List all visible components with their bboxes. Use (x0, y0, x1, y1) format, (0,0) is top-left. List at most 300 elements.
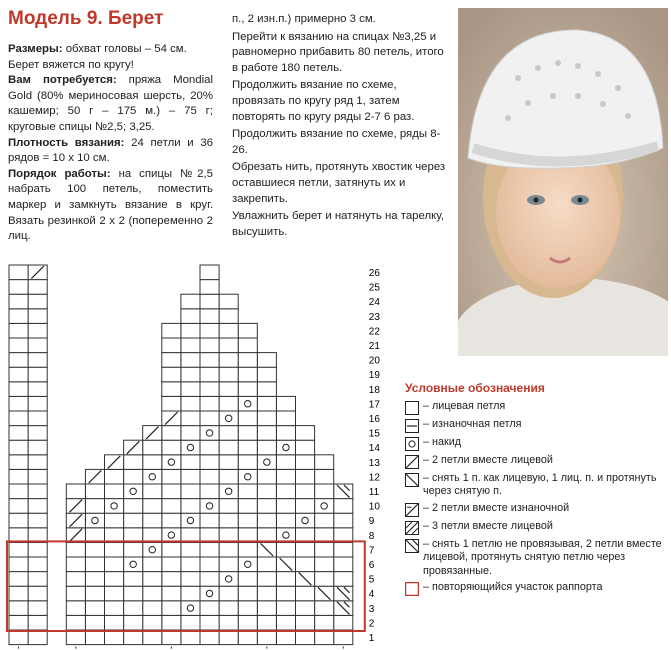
chart-cell (200, 294, 219, 309)
chart-cell (124, 469, 143, 484)
chart-cell (238, 572, 257, 587)
chart-cell (28, 542, 47, 557)
chart-cell (28, 426, 47, 441)
chart-cell (200, 309, 219, 324)
chart-cell (162, 586, 181, 601)
knitting-chart (0, 250, 400, 650)
chart-cell (143, 484, 162, 499)
row-label: 6 (368, 559, 375, 571)
chart-cell (124, 601, 143, 616)
chart-cell (276, 615, 295, 630)
row-label: 12 (368, 472, 380, 484)
chart-cell (276, 601, 295, 616)
chart-cell (200, 440, 219, 455)
chart-cell (66, 542, 85, 557)
chart-cell (238, 484, 257, 499)
chart-cell (9, 396, 28, 411)
instruction-text: 24 петли и 36 рядов = 10 х 10 см. (8, 136, 213, 165)
row-label: 7 (368, 545, 375, 557)
chart-cell (200, 265, 219, 280)
chart-cell (334, 499, 353, 514)
chart-cell (257, 615, 276, 630)
chart-cell (200, 542, 219, 557)
chart-cell (219, 382, 238, 397)
chart-cell (66, 557, 85, 572)
purl-stitch-icon (405, 419, 419, 433)
chart-cell (28, 294, 47, 309)
chart-cell (181, 499, 200, 514)
chart-cell (219, 367, 238, 382)
chart-cell (181, 382, 200, 397)
chart-cell (105, 528, 124, 543)
chart-cell (334, 586, 353, 601)
chart-cell (200, 367, 219, 382)
chart-cell (200, 484, 219, 499)
chart-cell (105, 572, 124, 587)
chart-cell (143, 557, 162, 572)
chart-cell (238, 469, 257, 484)
chart-cell (28, 601, 47, 616)
chart-cell (296, 557, 315, 572)
chart-cell (257, 426, 276, 441)
row-label: 18 (368, 384, 380, 396)
row-label: 24 (368, 297, 380, 309)
chart-cell (28, 323, 47, 338)
chart-cell (219, 338, 238, 353)
instruction-paragraph (8, 136, 213, 167)
k3tog-icon (405, 521, 419, 535)
chart-cell (257, 411, 276, 426)
chart-cell (105, 484, 124, 499)
chart-cell (66, 484, 85, 499)
chart-cell (28, 338, 47, 353)
instruction-paragraph: Обрезать нить, протянуть хвостик через оставшиеся петли, затянуть их и закрепить. (232, 161, 446, 205)
chart-cell (181, 294, 200, 309)
chart-cell (85, 586, 104, 601)
chart-cell (219, 586, 238, 601)
chart-cell (315, 484, 334, 499)
chart-cell (9, 572, 28, 587)
chart-cell (124, 542, 143, 557)
row-label: 9 (368, 516, 375, 528)
chart-cell (315, 542, 334, 557)
chart-cell (315, 557, 334, 572)
chart-cell (296, 513, 315, 528)
legend-item (405, 581, 667, 596)
chart-cell (238, 542, 257, 557)
chart-cell (181, 586, 200, 601)
chart-cell (9, 411, 28, 426)
chart-cell (200, 469, 219, 484)
chart-cell (28, 528, 47, 543)
legend-item-label: – повторяющийся участок раппорта (423, 581, 603, 593)
chart-cell (162, 396, 181, 411)
legend-item (405, 436, 667, 451)
chart-cell (181, 542, 200, 557)
chart-cell (162, 615, 181, 630)
chart-cell (9, 367, 28, 382)
chart-cell (276, 484, 295, 499)
chart-cell (162, 411, 181, 426)
chart-cell (276, 440, 295, 455)
chart-cell (181, 484, 200, 499)
chart-cell (200, 411, 219, 426)
chart-cell (9, 338, 28, 353)
instruction-paragraph (8, 42, 213, 58)
chart-cell (85, 542, 104, 557)
chart-cell (219, 353, 238, 368)
instruction-text: обхват головы – 54 см. (62, 43, 187, 55)
chart-cell (181, 455, 200, 470)
chart-cell (276, 411, 295, 426)
chart-cell (315, 615, 334, 630)
chart-cell (85, 601, 104, 616)
chart-cell (9, 615, 28, 630)
chart-cell (257, 469, 276, 484)
chart-cell (28, 615, 47, 630)
chart-cell (219, 601, 238, 616)
chart-cell (28, 557, 47, 572)
chart-cell (219, 440, 238, 455)
repeat-icon (405, 582, 419, 596)
chart-cell (181, 411, 200, 426)
instruction-label: Вам потребуется: (8, 74, 117, 87)
chart-cell (219, 557, 238, 572)
chart-cell (200, 615, 219, 630)
chart-cell (219, 630, 238, 645)
chart-cell (105, 513, 124, 528)
chart-cell (28, 513, 47, 528)
chart-cell (257, 382, 276, 397)
instruction-label: Порядок работы: (8, 167, 111, 180)
chart-cell (28, 440, 47, 455)
chart-cell (85, 572, 104, 587)
chart-cell (276, 469, 295, 484)
chart-cell (200, 499, 219, 514)
chart-cell (181, 630, 200, 645)
legend-item-label: – 2 петли вместе изнаночной (423, 501, 570, 514)
chart-cell (334, 572, 353, 587)
chart-cell (219, 426, 238, 441)
chart-cell (296, 586, 315, 601)
chart-cell (162, 367, 181, 382)
legend-item-label: – 3 петли вместе лицевой (423, 519, 553, 532)
chart-cell (124, 499, 143, 514)
skp-icon (405, 473, 419, 487)
chart-cell (334, 601, 353, 616)
chart-cell (124, 586, 143, 601)
chart-cell (219, 542, 238, 557)
chart-cell (181, 367, 200, 382)
chart-cell (296, 484, 315, 499)
chart-cell (66, 586, 85, 601)
chart-cell (296, 601, 315, 616)
chart-cell (257, 455, 276, 470)
chart-cell (124, 440, 143, 455)
chart-cell (200, 572, 219, 587)
chart-cell (85, 557, 104, 572)
chart-cell (315, 513, 334, 528)
chart-cell (238, 411, 257, 426)
chart-cell (219, 309, 238, 324)
chart-cell (85, 615, 104, 630)
chart-cell (181, 615, 200, 630)
chart-cell (276, 455, 295, 470)
chart-cell (219, 484, 238, 499)
row-label: 5 (368, 574, 375, 586)
chart-cell (238, 353, 257, 368)
row-label: 13 (368, 457, 380, 469)
chart-cell (296, 528, 315, 543)
chart-cell (181, 309, 200, 324)
chart-cell (219, 499, 238, 514)
chart-cell (9, 542, 28, 557)
instruction-label: Плотность вязания: (8, 136, 125, 149)
chart-cell (238, 396, 257, 411)
chart-cell (28, 499, 47, 514)
instruction-paragraph (8, 167, 213, 245)
chart-cell (162, 455, 181, 470)
chart-cell (238, 440, 257, 455)
chart-cell (219, 513, 238, 528)
chart-cell (9, 382, 28, 397)
legend-item-label: – лицевая петля (423, 399, 506, 412)
chart-cell (334, 528, 353, 543)
chart-cell (238, 455, 257, 470)
chart-cell (200, 338, 219, 353)
instruction-paragraph: п., 2 изн.п.) примерно 3 см. (232, 13, 376, 25)
chart-cell (315, 528, 334, 543)
chart-cell (143, 630, 162, 645)
chart-cell (200, 382, 219, 397)
chart-cell (315, 469, 334, 484)
chart-cell (296, 615, 315, 630)
chart-cell (28, 630, 47, 645)
chart-cell (28, 367, 47, 382)
chart-cell (181, 353, 200, 368)
chart-cell (334, 542, 353, 557)
chart-cell (257, 499, 276, 514)
chart-cell (9, 630, 28, 645)
chart-cell (66, 601, 85, 616)
chart-cell (9, 440, 28, 455)
chart-cell (66, 572, 85, 587)
legend-item (405, 418, 667, 433)
chart-cell (124, 455, 143, 470)
chart-cell (200, 455, 219, 470)
instruction-text: на спицы №2,5 набрать 100 петель, поместить маркер и замкнуть вязание в круг. Вязать резинкой 2 х 2 (попеременно 2 лиц. (8, 167, 213, 243)
chart-cell (257, 484, 276, 499)
chart-cell (162, 572, 181, 587)
chart-cell (66, 528, 85, 543)
chart-cell (9, 586, 28, 601)
chart-cell (28, 280, 47, 295)
chart-cell (200, 557, 219, 572)
chart-cell (162, 513, 181, 528)
chart-cell (200, 426, 219, 441)
chart-cell (238, 338, 257, 353)
chart-cell (162, 338, 181, 353)
chart-cell (28, 586, 47, 601)
row-label: 19 (368, 370, 380, 382)
chart-cell (181, 323, 200, 338)
chart-cell (181, 601, 200, 616)
yarn-over-icon (405, 437, 419, 451)
chart-cell (28, 469, 47, 484)
row-label: 3 (368, 603, 375, 615)
legend-item-label: – снять 1 п. как лицевую, 1 лиц. п. и протянуть через снятую п. (423, 471, 657, 497)
chart-cell (162, 353, 181, 368)
legend-title: Условные обозначения (405, 381, 545, 395)
chart-cell (181, 440, 200, 455)
chart-cell (66, 513, 85, 528)
chart-cell (66, 499, 85, 514)
chart-cell (105, 469, 124, 484)
chart-cell (105, 455, 124, 470)
p2tog-icon (405, 503, 419, 517)
chart-cell (105, 557, 124, 572)
k2tog-icon (405, 455, 419, 469)
row-label: 20 (368, 355, 380, 367)
chart-cell (162, 601, 181, 616)
chart-cell (315, 455, 334, 470)
row-label: 2 (368, 618, 375, 630)
chart-cell (28, 411, 47, 426)
chart-cell (85, 484, 104, 499)
chart-cell (9, 353, 28, 368)
chart-cell (219, 396, 238, 411)
chart-cell (276, 528, 295, 543)
row-label: 8 (368, 530, 375, 542)
chart-cell (143, 615, 162, 630)
chart-cell (276, 499, 295, 514)
row-label: 23 (368, 311, 380, 323)
chart-cell (9, 265, 28, 280)
chart-cell (162, 469, 181, 484)
chart-cell (257, 572, 276, 587)
chart-cell (257, 513, 276, 528)
instruction-paragraph: Продолжить вязание по схеме, ряды 8-26. (232, 128, 441, 156)
chart-cell (219, 294, 238, 309)
instruction-paragraph: Увлажнить берет и натянуть на тарелку, высушить. (232, 210, 444, 238)
chart-cell (315, 630, 334, 645)
photo-child-beret (458, 8, 668, 356)
legend-item (405, 454, 667, 469)
chart-cell (219, 323, 238, 338)
chart-cell (257, 586, 276, 601)
legend-item (405, 502, 667, 517)
chart-cell (28, 309, 47, 324)
chart-cell (238, 499, 257, 514)
chart-cell (200, 513, 219, 528)
chart-cell (105, 586, 124, 601)
chart-cell (257, 396, 276, 411)
chart-cell (162, 499, 181, 514)
row-label: 10 (368, 501, 380, 513)
chart-cell (143, 469, 162, 484)
chart-cell (238, 601, 257, 616)
chart-cell (315, 601, 334, 616)
chart-cell (143, 499, 162, 514)
chart-cell (9, 309, 28, 324)
chart-cell (105, 542, 124, 557)
chart-cell (276, 396, 295, 411)
row-label: 14 (368, 443, 380, 455)
chart-cell (181, 396, 200, 411)
page-title: Модель 9. Берет (8, 8, 164, 29)
chart-cell (181, 469, 200, 484)
chart-cell (200, 630, 219, 645)
chart-cell (200, 323, 219, 338)
row-label: 16 (368, 413, 380, 425)
chart-cell (296, 455, 315, 470)
chart-cell (9, 323, 28, 338)
instruction-label: Размеры: (8, 43, 63, 55)
chart-cell (181, 572, 200, 587)
chart-cell (334, 557, 353, 572)
chart-cell (28, 484, 47, 499)
chart-cell (9, 499, 28, 514)
chart-cell (334, 484, 353, 499)
chart-cell (219, 469, 238, 484)
chart-cell (296, 499, 315, 514)
chart-cell (238, 323, 257, 338)
chart-cell (105, 499, 124, 514)
chart-cell (162, 426, 181, 441)
instruction-paragraph (8, 73, 213, 135)
row-label: 4 (368, 589, 375, 601)
chart-cell (28, 382, 47, 397)
legend-item (405, 538, 667, 579)
instruction-paragraph: Продолжить вязание по схеме, провязать по кругу ряд 1, затем повторять по кругу ряды 2-7 6 раз. (232, 79, 415, 123)
chart-cell (124, 528, 143, 543)
chart-cell (219, 615, 238, 630)
chart-cell (276, 586, 295, 601)
chart-cell (143, 440, 162, 455)
chart-cell (9, 484, 28, 499)
chart-cell (143, 426, 162, 441)
chart-cell (276, 542, 295, 557)
knit-stitch-icon (405, 401, 419, 415)
legend-item-label: – снять 1 петлю не провязывая, 2 петли вместе лицевой, протянуть снятую петлю через провязанные. (423, 537, 662, 577)
chart-cell (124, 572, 143, 587)
chart-cell (124, 513, 143, 528)
legend (405, 382, 667, 599)
chart-cell (219, 411, 238, 426)
chart-cell (105, 615, 124, 630)
legend-item (405, 472, 667, 499)
chart-cell (238, 630, 257, 645)
instruction-paragraph (8, 58, 213, 74)
chart-cell (181, 528, 200, 543)
chart-cell (143, 513, 162, 528)
chart-cell (9, 426, 28, 441)
chart-cell (66, 630, 85, 645)
row-label: 26 (368, 267, 380, 279)
chart-cell (143, 528, 162, 543)
legend-item (405, 520, 667, 535)
chart-cell (334, 615, 353, 630)
chart-cell (9, 528, 28, 543)
chart-cell (124, 630, 143, 645)
chart-cell (219, 528, 238, 543)
chart-cell (238, 528, 257, 543)
chart-cell (162, 630, 181, 645)
chart-cell (200, 528, 219, 543)
chart-cell (28, 572, 47, 587)
chart-cell (9, 280, 28, 295)
row-label: 25 (368, 282, 380, 294)
